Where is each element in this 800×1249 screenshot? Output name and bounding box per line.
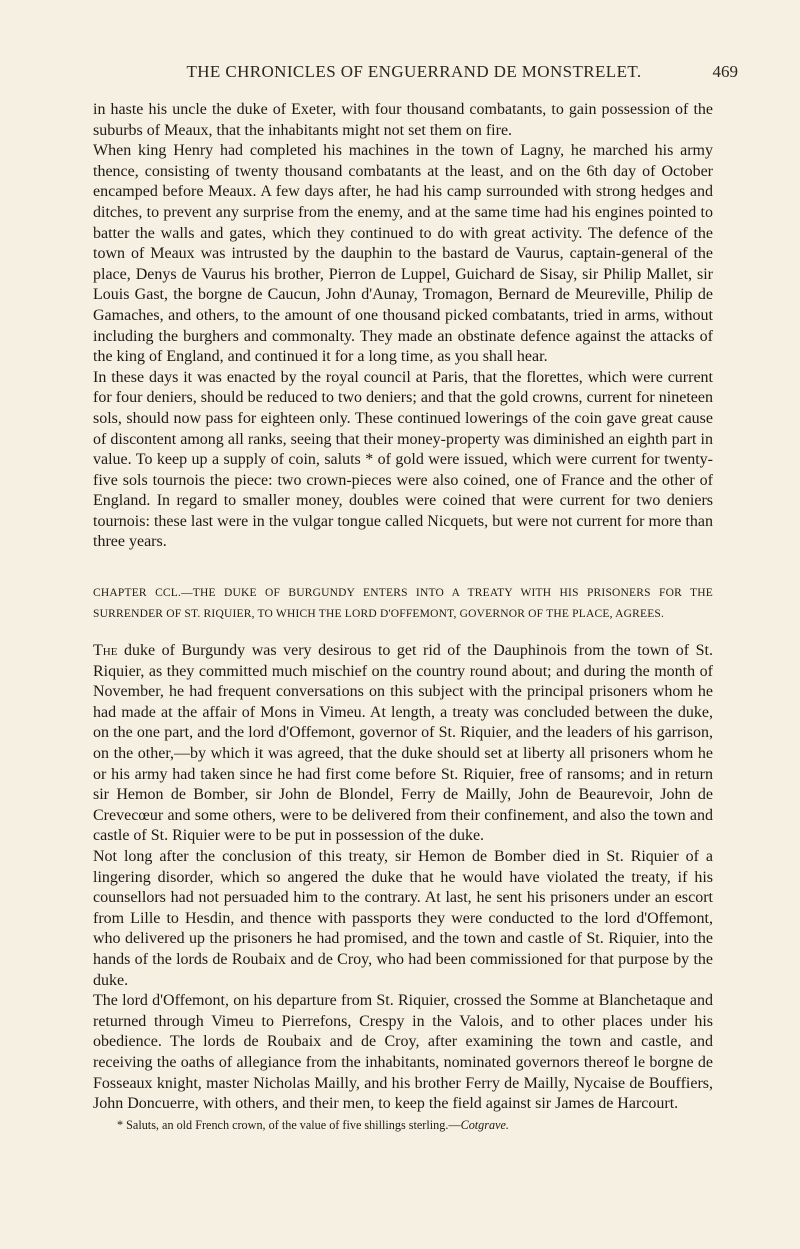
footnote bbox=[93, 1117, 713, 1133]
footnote-text: * Saluts, an old French crown, of the value of five shillings sterling.— bbox=[117, 1117, 461, 1132]
paragraph-3: In these days it was enacted by the royal council at Paris, that the florettes, which were current for four deniers, should be reduced to two deniers; and that the gold crowns, current for nineteen sols, should now pass for eighteen only. These continued lowerings of the coin gave great cause of discontent among all ranks, seeing that their money-property was diminished an eighth part in value. To keep up a supply of coin, saluts * of gold were issued, which were current for twenty-five sols tournois the piece: two crown-pieces were also coined, one of France and the other of England. In regard to smaller money, doubles were coined that were current for two deniers tournois: these last were in the vulgar tongue called Nicquets, but were not current for more than three years. bbox=[93, 368, 713, 551]
page-body bbox=[93, 100, 713, 1133]
paragraph-4 bbox=[93, 641, 713, 847]
running-header bbox=[90, 62, 738, 84]
running-title: THE CHRONICLES OF ENGUERRAND DE MONSTRELET. bbox=[186, 62, 642, 81]
footnote-source: Cotgrave. bbox=[460, 1117, 509, 1132]
paragraph-2: When king Henry had completed his machines in the town of Lagny, he marched his army thence, consisting of twenty thousand combatants at the least, and on the 6th day of October encamped before Meaux. A few days after, he had his camp surrounded with strong hedges and ditches, to prevent any surprise from the enemy, and at the same time had his engines pointed to batter the walls and gates, which they continued to do with great activity. The defence of the town of Meaux was intrusted by the dauphin to the bastard de Vaurus, captain-general of the place, Denys de Vaurus his brother, Pierron de Luppel, Guichard de Sisay, sir Philip Mallet, sir Louis Gast, the borgne de Caucun, John d'Aunay, Tromagon, Bernard de Meureville, Philip de Gamaches, and others, to the amount of one thousand picked combatants, tried in arms, without including the burghers and commonalty. They made an obstinate defence against the attacks of the king of England, and continued it for a long time, as you shall hear. bbox=[93, 142, 713, 366]
paragraph-6: The lord d'Offemont, on his departure from St. Riquier, crossed the Somme at Blanchetaque and returned through Vimeu to Pierrefons, Crespy in the Valois, and to other places under his obedience. The lords de Roubaix and de Croy, after examining the town and castle, and receiving the oaths of allegiance from the inhabitants, nominated governors thereof le borgne de Fosseaux knight, master Nicholas Mailly, and his brother Ferry de Mailly, Nycaise de Bouffiers, John Doncuerre, with others, and their men, to keep the field against sir James de Harcourt. bbox=[93, 992, 713, 1113]
page-number: 469 bbox=[712, 62, 738, 81]
paragraph-4-text: duke of Burgundy was very desirous to get rid of the Dauphinois from the town of St. Riquier, as they committed much mischief on the country round about; and during the month of November, he had frequent conversations on this subject with the principal prisoners whom he had made at the affair of Mons in Vimeu. At length, a treaty was concluded between the duke, on the one part, and the lord d'Offemont, governor of St. Riquier, and the leaders of his garrison, on the other,—by which it was agreed, that the duke should set at liberty all prisoners whom he or his army had taken since he had first come before St. Riquier, free of ransoms; and in return sir Hemon de Bomber, sir John de Blondel, Ferry de Mailly, John de Beaurevoir, John de Crevecœur and some others, were to be delivered from their confinement, and also the town and castle of St. Riquier were to be put in possession of the duke. bbox=[93, 642, 713, 845]
chapter-heading: CHAPTER CCL.—THE DUKE OF BURGUNDY ENTERS INTO A TREATY WITH HIS PRISONERS FOR THE SURRENDER OF ST. RIQUIER, TO WHICH THE LORD D'OFFEMONT, GOVERNOR OF THE PLACE, AGREES. bbox=[93, 587, 713, 621]
paragraph-1: in haste his uncle the duke of Exeter, with four thousand combatants, to gain possession of the suburbs of Meaux, that the inhabitants might not set them on fire. bbox=[93, 101, 713, 139]
paragraph-5: Not long after the conclusion of this treaty, sir Hemon de Bomber died in St. Riquier of a lingering disorder, which so angered the duke that he would have violated the treaty, if his counsellors had not persuaded him to the contrary. At last, he sent his prisoners under an escort from Lille to Hesdin, and thence with passports they were conducted to the lord d'Offemont, who delivered up the prisoners he had promised, and the town and castle of St. Riquier, into the hands of the lords de Roubaix and de Croy, who had been commissioned for that purpose by the duke. bbox=[93, 848, 713, 989]
paragraph-4-lead: The bbox=[93, 642, 118, 660]
